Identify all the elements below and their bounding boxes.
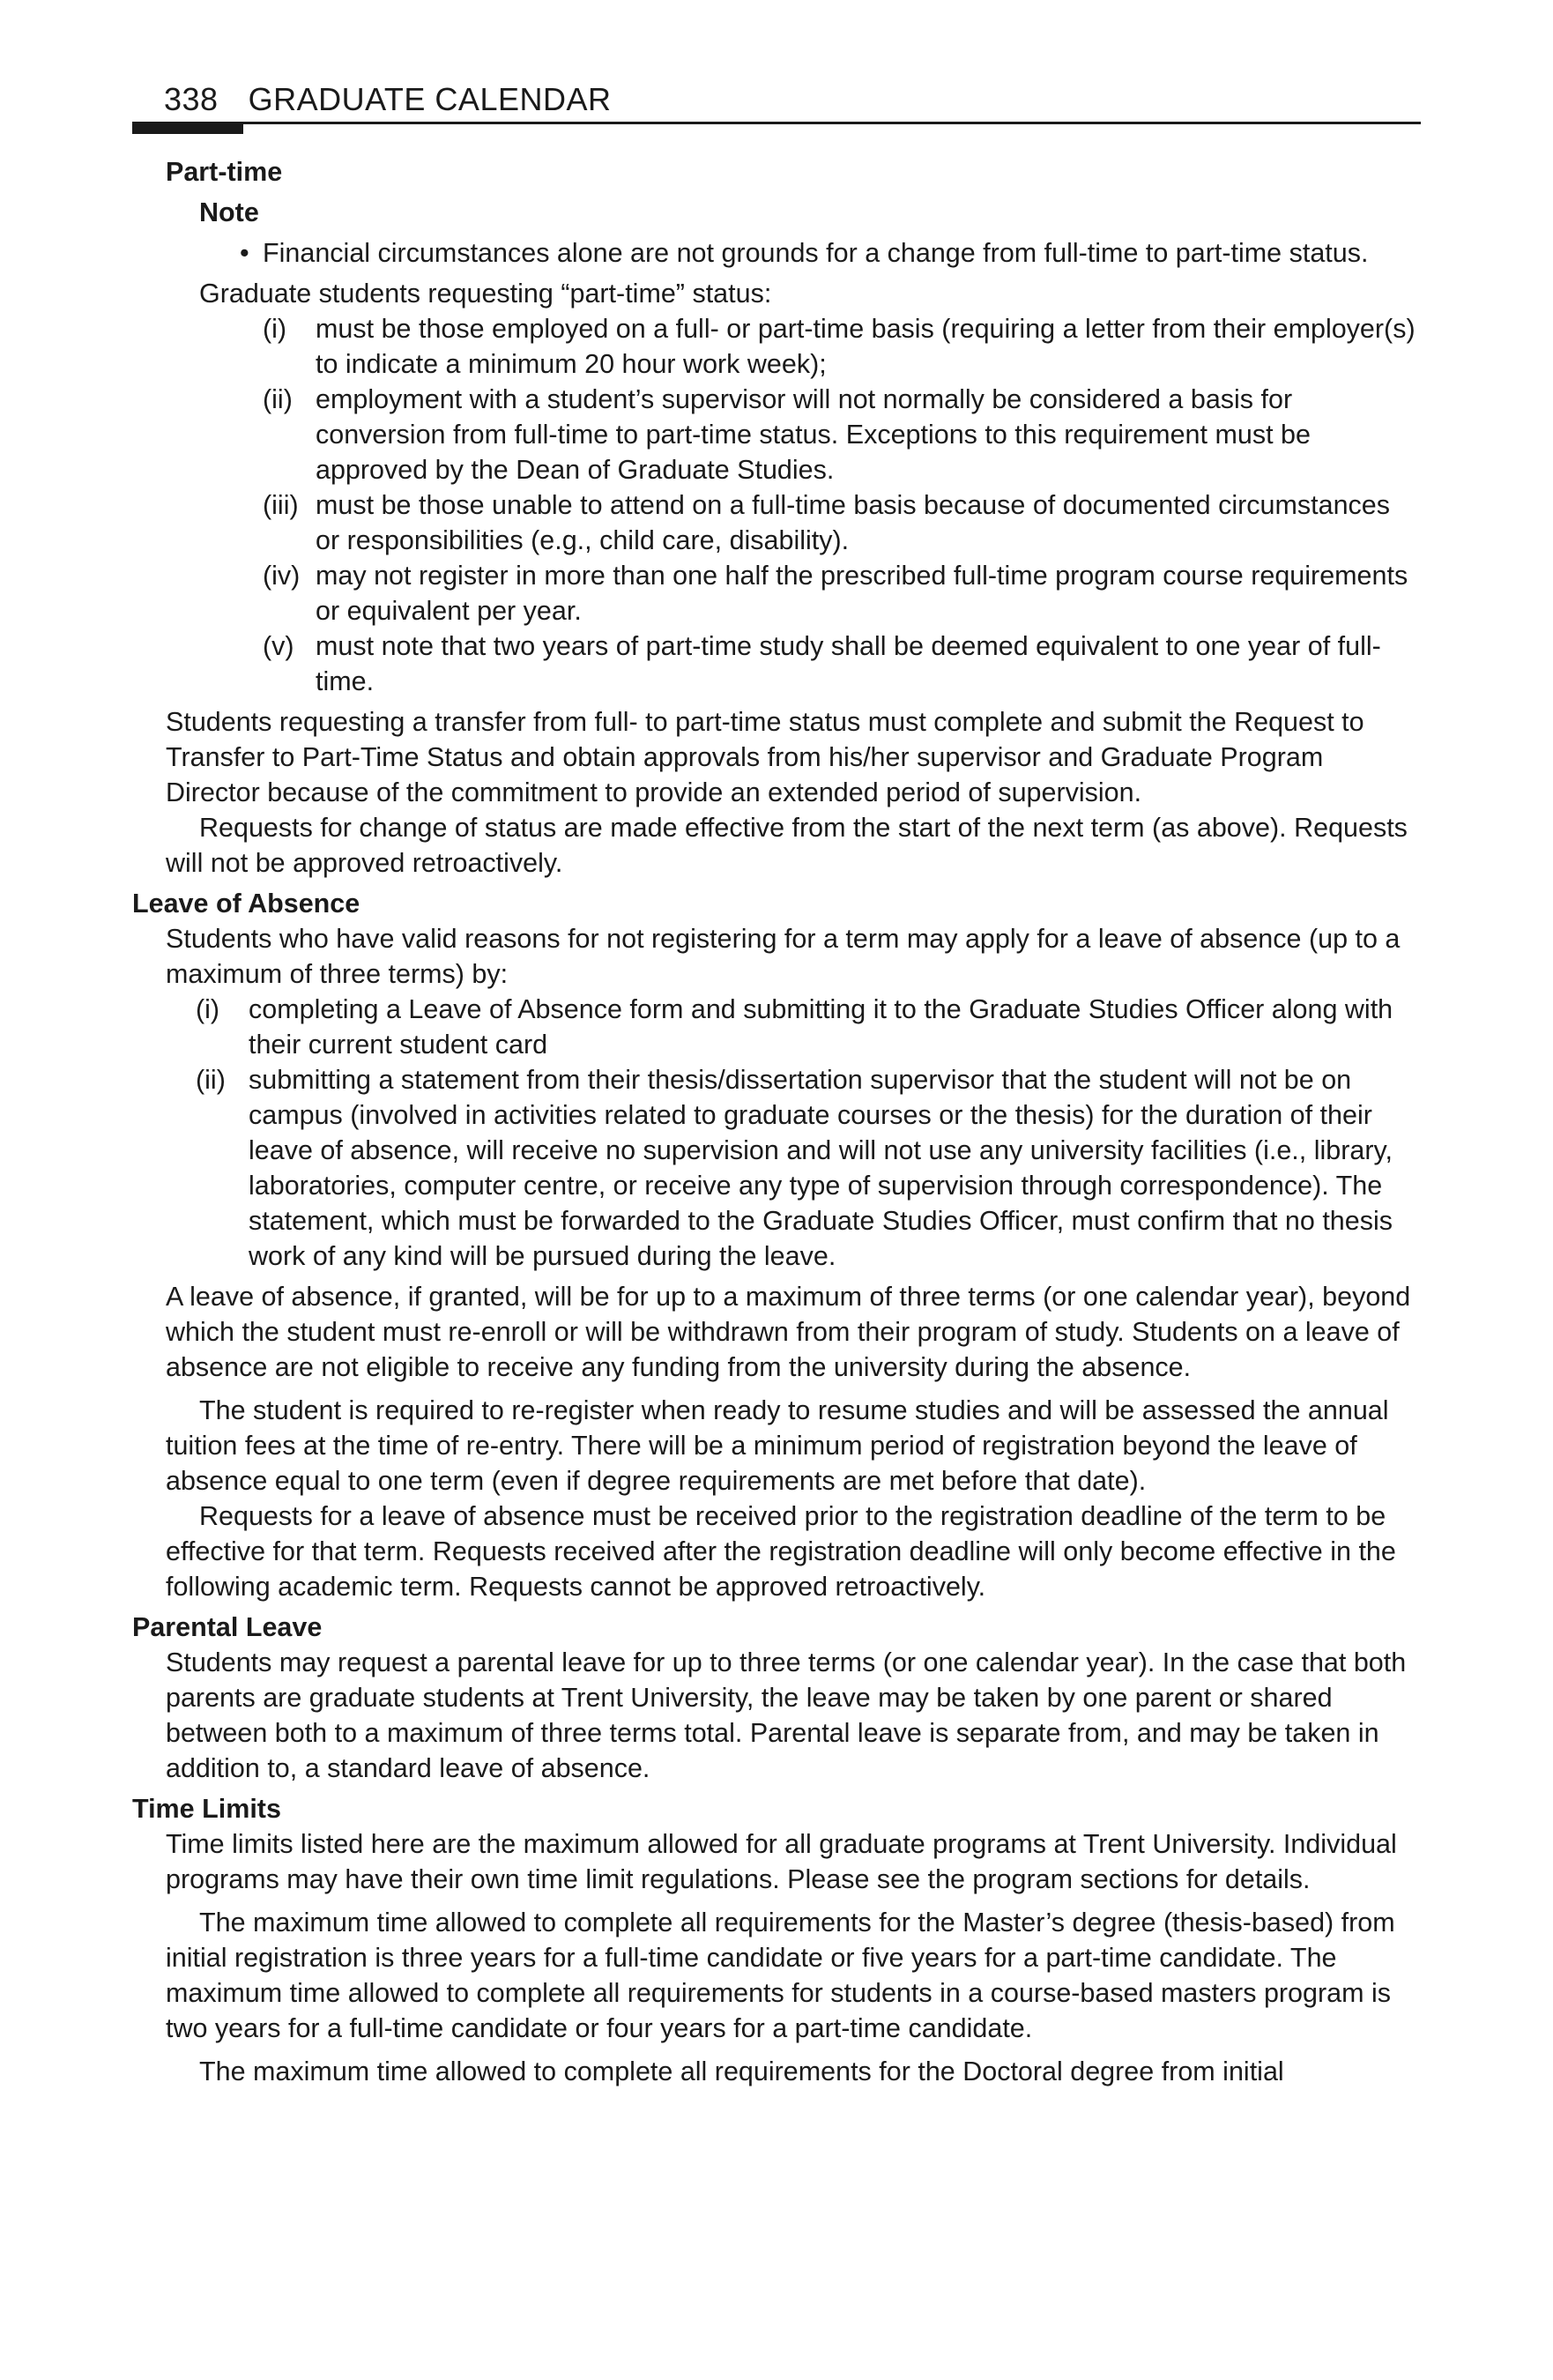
list-marker: (iii) xyxy=(263,490,299,520)
section-heading-leave-of-absence: Leave of Absence xyxy=(132,889,360,919)
bullet-icon: • xyxy=(240,238,249,268)
paragraph: Students who have valid reasons for not registering for a term may apply for a leave of absence (up to a maximum of three terms) by: xyxy=(166,924,1401,989)
part-time-requirements-list xyxy=(132,311,1421,699)
list-marker: (iv) xyxy=(263,561,301,591)
list-item-text: must be those unable to attend on a full-time basis because of documented circumstances or responsibilities (e.g., child care, disability). xyxy=(316,490,1391,555)
list-item-text: completing a Leave of Absence form and submitting it to the Graduate Studies Officer along with their current student card xyxy=(249,994,1393,1060)
note-bullet xyxy=(132,235,1421,271)
paragraph: The student is required to re-register when ready to resume studies and will be assessed the annual tuition fees at the time of re-entry. There will be a minimum period of registration beyond the leave of absence equal to one term (even if degree requirements are met before that date). xyxy=(166,1395,1389,1496)
list-item xyxy=(132,992,1421,1062)
paragraph: The maximum time allowed to complete all requirements for the Doctoral degree from initial xyxy=(199,2056,1284,2086)
note-heading: Note xyxy=(199,197,259,227)
paragraph: Students may request a parental leave for up to three terms (or one calendar year). In the case that both parents are graduate students at Trent University, the leave may be taken by one parent or shared between both to a maximum of three terms total. Parental leave is separate from, and may be taken in addition to, a standard leave of absence. xyxy=(166,1647,1407,1783)
header-rule xyxy=(132,122,1421,124)
paragraph: Requests for a leave of absence must be received prior to the registration deadline of the term to be effective for that term. Requests received after the registration deadline will only become effective in the following academic term. Requests cannot be approved retroactively. xyxy=(166,1501,1396,1602)
list-item xyxy=(132,558,1421,628)
list-item-text: must note that two years of part-time study shall be deemed equivalent to one year of full-time. xyxy=(316,631,1381,696)
list-marker: (i) xyxy=(196,994,220,1024)
paragraph: A leave of absence, if granted, will be for up to a maximum of three terms (or one calendar year), beyond which the student must re-enroll or will be withdrawn from their program of study. Students on a leave of absence are not eligible to receive any funding from the university during the absence. xyxy=(166,1282,1411,1382)
paragraph: The maximum time allowed to complete all requirements for the Master’s degree (thesis-based) from initial registration is three years for a full-time candidate or five years for a part-time candidate. The maximum time allowed to complete all requirements for students in a course-based masters program is two years for a full-time candidate or four years for a part-time candidate. xyxy=(166,1908,1395,2043)
list-item-text: must be those employed on a full- or part-time basis (requiring a letter from their employer(s) to indicate a minimum 20 hour work week); xyxy=(316,314,1416,379)
list-marker: (ii) xyxy=(196,1065,226,1095)
list-item xyxy=(132,1062,1421,1274)
paragraph: Requests for change of status are made effective from the start of the next term (as above). Requests will not be approved retroactively. xyxy=(166,813,1408,878)
list-marker: (v) xyxy=(263,631,294,661)
header-rule-accent xyxy=(132,122,243,134)
body-text xyxy=(132,154,1421,2089)
note-bullet-text: Financial circumstances alone are not grounds for a change from full-time to part-time status. xyxy=(263,238,1369,268)
list-item-text: may not register in more than one half the prescribed full-time program course requirements or equivalent per year. xyxy=(316,561,1408,626)
section-heading-part-time: Part-time xyxy=(166,157,283,187)
leave-steps-list xyxy=(132,992,1421,1274)
list-item xyxy=(132,382,1421,487)
page-number: 338 xyxy=(164,81,219,117)
running-header xyxy=(164,81,611,118)
list-item-text: submitting a statement from their thesis/dissertation supervisor that the student will not be on campus (involved in activities related to graduate courses or the thesis) for the duration of their leave of absence, will receive no supervision and will not use any university facilities (i.e., library, laboratories, computer centre, or receive any type of supervision through correspondence). The statement, which must be forwarded to the Graduate Studies Officer, must confirm that no thesis work of any kind will be pursued during the leave. xyxy=(249,1065,1393,1271)
running-title: GRADUATE CALENDAR xyxy=(248,81,612,117)
list-marker: (i) xyxy=(263,314,287,344)
paragraph: Students requesting a transfer from full- to part-time status must complete and submit the Request to Transfer to Part-Time Status and obtain approvals from his/her supervisor and Graduate Program Director because of the commitment to provide an extended period of supervision. xyxy=(166,707,1364,807)
list-marker: (ii) xyxy=(263,384,293,414)
part-time-intro: Graduate students requesting “part-time” status: xyxy=(199,279,772,309)
section-heading-time-limits: Time Limits xyxy=(132,1794,281,1824)
list-item xyxy=(132,628,1421,699)
list-item xyxy=(132,311,1421,382)
list-item-text: employment with a student’s supervisor will not normally be considered a basis for conversion from full-time to part-time status. Exceptions to this requirement must be approved by the Dean of Graduate Studies. xyxy=(316,384,1311,485)
section-heading-parental-leave: Parental Leave xyxy=(132,1612,323,1642)
paragraph: Time limits listed here are the maximum allowed for all graduate programs at Trent University. Individual programs may have their own time limit regulations. Please see the program sections for details. xyxy=(166,1829,1397,1894)
list-item xyxy=(132,487,1421,558)
